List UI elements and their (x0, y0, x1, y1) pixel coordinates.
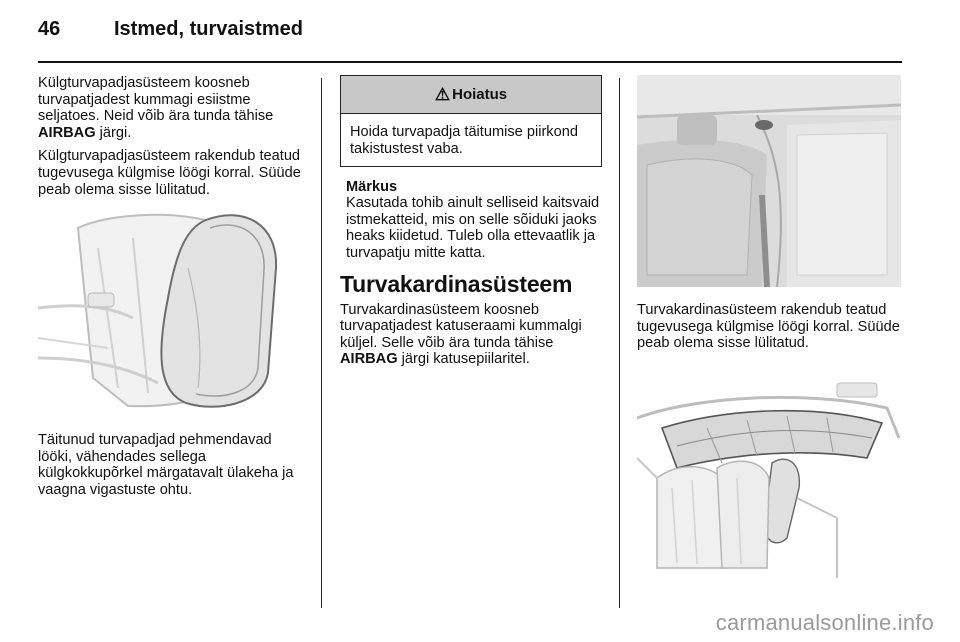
airbag-keyword: AIRBAG (340, 351, 398, 368)
warning-triangle-icon: ⚠ (434, 84, 451, 104)
curtain-airbag-label-photo (637, 75, 901, 287)
note-text: Kasutada tohib ainult selliseid kaitsvaid istmekatteid, mis on selle sõiduki jaoks heaks kiidetud. Tuleb olla ettevaatlik ja turvapatju mitte katta. (346, 195, 600, 261)
side-airbag-intro: Külgturvapadjasüsteem koosneb turvapatjadest kummagi esiistme seljatoes. Neid võib ära tunda tähise AIRBAG järgi. (38, 75, 274, 141)
warning-title: Hoiatus (452, 86, 508, 103)
page-header (38, 18, 303, 50)
warning-box (340, 75, 602, 167)
warning-text: Hoida turvapadja täitumise piirkond takistustest vaba. (350, 124, 578, 157)
page-title: Istmed, turvaistmed (114, 18, 303, 40)
side-airbag-illustration (38, 208, 304, 418)
airbag-keyword: AIRBAG (38, 124, 96, 141)
curtain-airbag-illustration (637, 368, 903, 578)
side-airbag-caption: Täitunud turvapadjad pehmendavad lööki, vähendades sellega külgkokkupõrkel märgatavalt ülakeha ja vaagna vigastuste ohtu. (38, 432, 294, 498)
note-label: Märkus (346, 179, 398, 196)
column-3 (637, 75, 903, 578)
column-divider-1 (321, 78, 322, 608)
side-airbag-deploy-text: Külgturvapadjasüsteem rakendub teatud tugevusega külgmise löögi korral. Süüde peab olema sisse lülitatud. (38, 148, 301, 198)
watermark: carmanualsonline.info (715, 610, 934, 635)
curtain-airbag-intro: Turvakardinasüsteem koosneb turvapatjadest katuseraami kummalgi küljel. Selle võib ära tunda tähise AIRBAG järgi katusepiilaritel. (340, 301, 582, 368)
page-number: 46 (38, 18, 61, 40)
header-rule (38, 61, 902, 63)
section-heading: Turvakardinasüsteem (340, 270, 573, 297)
column-divider-2 (619, 78, 620, 608)
column-1 (38, 75, 306, 506)
curtain-airbag-deploy-text: Turvakardinasüsteem rakendub teatud tugevusega külgmise löögi korral. Süüde peab olema sisse lülitatud. (637, 302, 900, 352)
warning-header (341, 76, 601, 114)
column-2 (340, 75, 602, 375)
